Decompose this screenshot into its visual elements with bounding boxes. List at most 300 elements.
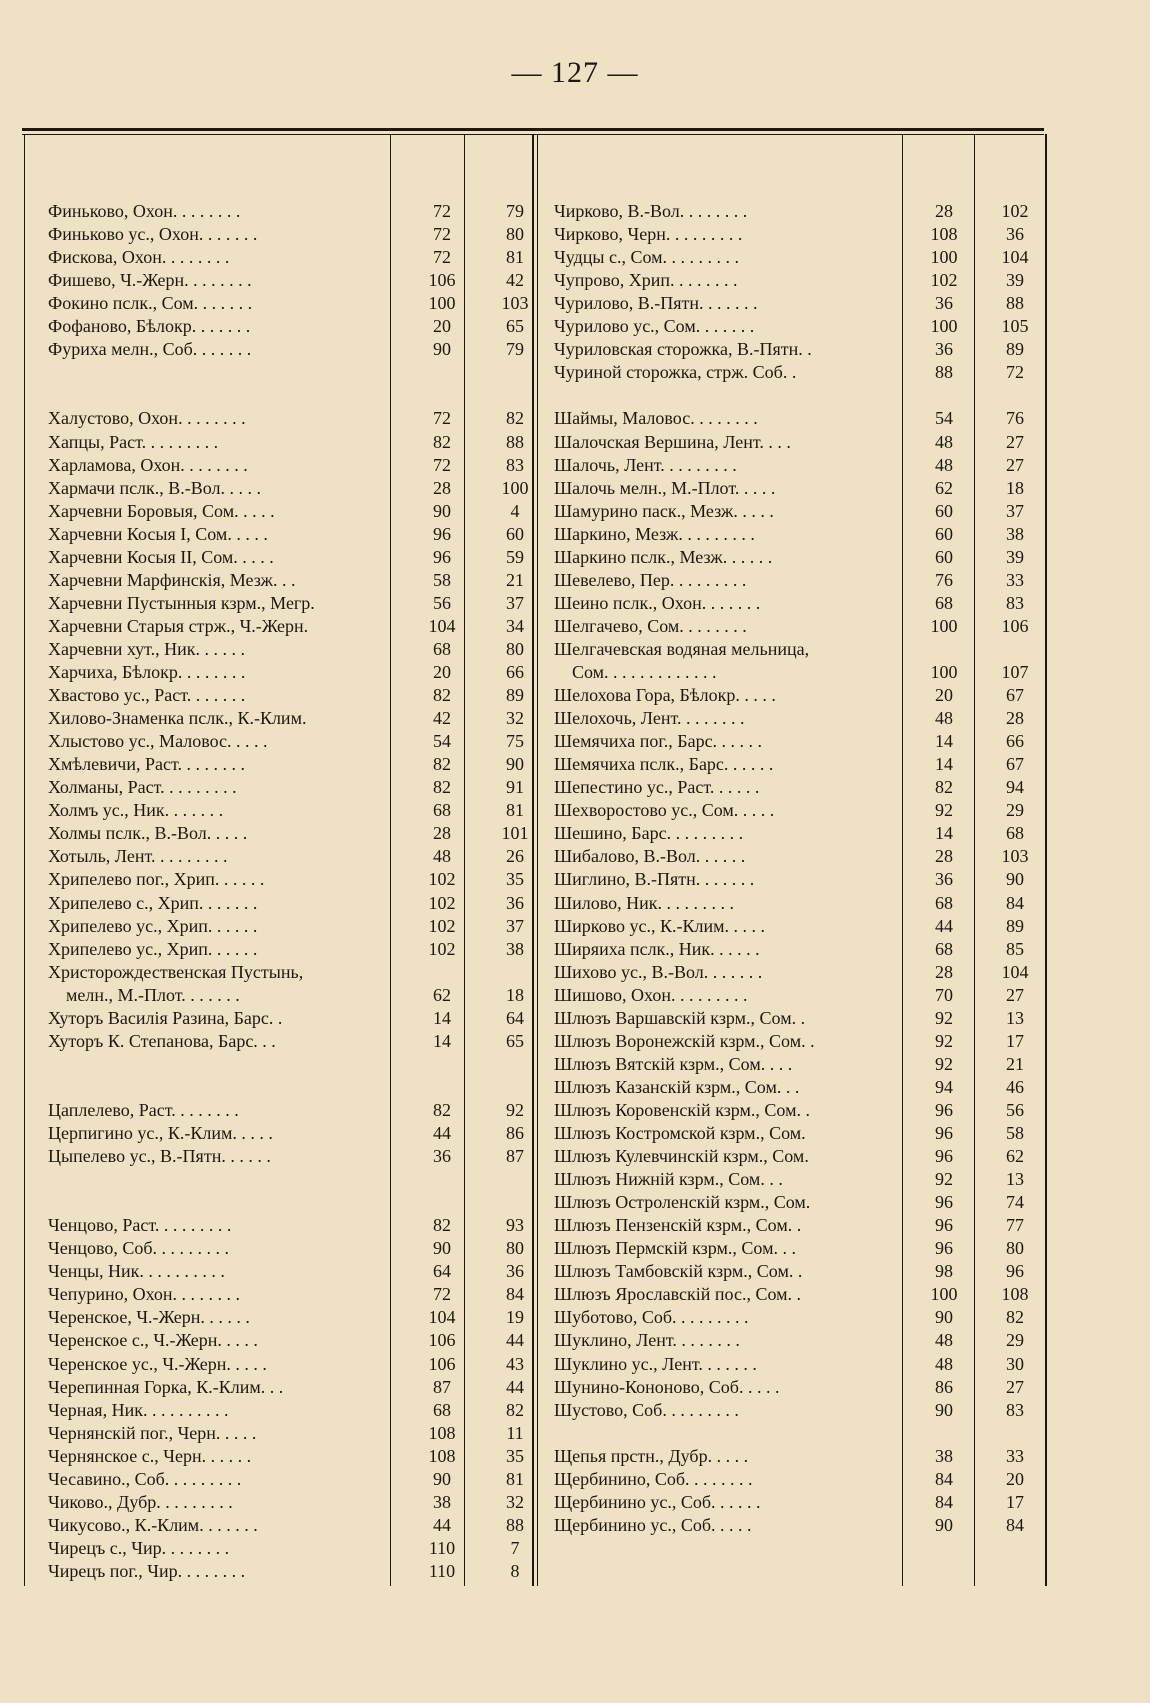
index-row xyxy=(48,1560,538,1583)
place-name: Хотыль, Лент. . . . . . . . . xyxy=(48,846,228,867)
index-row xyxy=(48,1237,538,1260)
entry-number: 103 xyxy=(501,293,529,314)
map-sheet-number: 102 xyxy=(428,915,456,936)
place-name: Харчевни Пустынныя кзрм., Мегр. xyxy=(48,592,315,613)
entry-number: 27 xyxy=(1006,984,1024,1005)
index-row xyxy=(554,1214,1044,1237)
entry-number: 108 xyxy=(1001,1284,1029,1305)
map-sheet-number: 14 xyxy=(433,1030,451,1051)
index-row xyxy=(48,246,538,269)
map-sheet-number: 100 xyxy=(428,293,456,314)
entry-number: 87 xyxy=(506,1146,524,1167)
entry-number: 102 xyxy=(1001,201,1029,221)
entry-number: 36 xyxy=(506,892,524,913)
left-border-rule xyxy=(24,134,25,1586)
index-row xyxy=(48,1122,538,1145)
entry-number: 46 xyxy=(1006,1076,1024,1097)
entry-number: 8 xyxy=(510,1560,520,1581)
entry-number: 20 xyxy=(1006,1468,1024,1489)
index-row xyxy=(554,431,1044,454)
entry-number: 100 xyxy=(501,477,529,498)
index-row xyxy=(48,1329,538,1352)
map-sheet-number: 14 xyxy=(935,731,953,752)
place-name: Холмъ ус., Ник. . . . . . . xyxy=(48,800,224,821)
place-name: Харчевни Старыя стрж., Ч.-Жерн. xyxy=(48,615,309,636)
entry-number: 37 xyxy=(1006,500,1024,521)
place-name: Цыпелево ус., В.-Пятн. . . . . . xyxy=(48,1146,271,1167)
entry-number: 60 xyxy=(506,523,524,544)
entry-number: 79 xyxy=(506,339,524,360)
entry-number: 7 xyxy=(510,1537,520,1558)
index-row xyxy=(48,638,538,661)
entry-number: 74 xyxy=(1006,1192,1024,1213)
map-sheet-number: 68 xyxy=(433,800,451,821)
entry-number: 86 xyxy=(506,1123,524,1143)
entry-number: 92 xyxy=(506,1099,524,1120)
map-sheet-number: 68 xyxy=(935,892,953,913)
map-sheet-number: 36 xyxy=(935,869,953,890)
entry-number: 82 xyxy=(506,408,524,429)
map-sheet-number: 90 xyxy=(433,1468,451,1489)
index-row xyxy=(48,661,538,684)
index-row xyxy=(554,915,1044,938)
place-name: Чирецъ с., Чир. . . . . . . . xyxy=(48,1537,230,1558)
entry-number: 35 xyxy=(506,869,524,890)
index-row xyxy=(554,868,1044,891)
map-sheet-number: 58 xyxy=(433,569,451,590)
place-name: Харчевни хут., Ник. . . . . . xyxy=(48,638,246,659)
place-name: Фискова, Охон. . . . . . . . xyxy=(48,247,230,268)
place-name: Харчевни Косыя II, Сом. . . . . xyxy=(48,546,274,567)
place-name: Чернянскій пог., Черн. . . . . xyxy=(48,1422,257,1443)
map-sheet-number: 72 xyxy=(433,408,451,429)
map-sheet-number: 108 xyxy=(930,224,958,245)
place-name: Холманы, Раст. . . . . . . . . xyxy=(48,777,237,798)
entry-number: 66 xyxy=(506,662,524,682)
entry-number: 33 xyxy=(1006,1445,1024,1466)
place-name: Харламова, Охон. . . . . . . . xyxy=(48,454,248,475)
right-border-rule xyxy=(1045,134,1047,1586)
map-sheet-number: 100 xyxy=(930,615,958,636)
map-sheet-number: 96 xyxy=(935,1099,953,1120)
entry-number: 66 xyxy=(1006,731,1024,752)
place-name: Хрипелево с., Хрип. . . . . . . xyxy=(48,892,258,913)
entry-number: 36 xyxy=(1006,224,1024,245)
index-row xyxy=(554,1399,1044,1422)
map-sheet-number: 90 xyxy=(935,1399,953,1420)
index-row xyxy=(554,961,1044,984)
index-row xyxy=(554,1030,1044,1053)
map-sheet-number: 44 xyxy=(433,1123,451,1143)
entry-number: 21 xyxy=(506,569,524,590)
map-sheet-number: 62 xyxy=(433,984,451,1005)
index-row xyxy=(554,1376,1044,1399)
index-row xyxy=(554,799,1044,822)
place-name: Щепья прстн., Дубр. . . . . xyxy=(554,1445,749,1466)
index-row xyxy=(554,569,1044,592)
index-row xyxy=(554,1468,1044,1491)
index-row xyxy=(48,730,538,753)
index-row xyxy=(48,1306,538,1329)
index-row xyxy=(48,776,538,799)
index-row xyxy=(554,707,1044,730)
map-sheet-number: 90 xyxy=(433,1238,451,1259)
map-sheet-number: 72 xyxy=(433,247,451,268)
map-sheet-number: 82 xyxy=(433,1215,451,1236)
index-row xyxy=(48,1376,538,1399)
place-name: Харчевни Косыя I, Сом. . . . . xyxy=(48,523,268,544)
entry-number: 105 xyxy=(1001,316,1029,337)
place-name: Цаплелево, Раст. . . . . . . . xyxy=(48,1099,239,1120)
entry-number: 106 xyxy=(1001,615,1029,636)
map-sheet-number: 48 xyxy=(433,846,451,867)
place-name: Ширково ус., К.-Клим. . . . . xyxy=(554,915,765,936)
map-sheet-number: 102 xyxy=(428,869,456,890)
entry-number: 27 xyxy=(1006,1376,1024,1397)
map-sheet-number: 44 xyxy=(935,915,953,936)
entry-number: 89 xyxy=(1006,915,1024,936)
index-row xyxy=(554,892,1044,915)
map-sheet-number: 96 xyxy=(935,1192,953,1213)
entry-number: 65 xyxy=(506,1030,524,1051)
map-sheet-number: 82 xyxy=(433,777,451,798)
entry-number: 81 xyxy=(506,1468,524,1489)
index-row xyxy=(554,661,1044,684)
place-name: Шлюзъ Вятскій кзрм., Сом. . . . xyxy=(554,1053,793,1074)
map-sheet-number: 28 xyxy=(935,961,953,982)
entry-number: 38 xyxy=(506,938,524,959)
index-row xyxy=(554,500,1044,523)
index-row xyxy=(48,1399,538,1422)
index-row xyxy=(554,269,1044,292)
entry-number: 26 xyxy=(506,846,524,867)
index-row xyxy=(48,684,538,707)
index-row xyxy=(554,361,1044,384)
place-name: Черная, Ник. . . . . . . . . . xyxy=(48,1399,229,1420)
place-name: Чуриловская сторожка, В.-Пятн. . xyxy=(554,339,812,360)
entry-number: 58 xyxy=(1006,1123,1024,1143)
entry-number: 4 xyxy=(510,500,520,521)
entry-number: 67 xyxy=(1006,685,1024,706)
map-sheet-number: 84 xyxy=(935,1491,953,1512)
index-row xyxy=(48,1260,538,1283)
entry-number: 29 xyxy=(1006,1330,1024,1351)
index-row xyxy=(554,1053,1044,1076)
entry-number: 75 xyxy=(506,731,524,752)
map-sheet-number: 102 xyxy=(930,270,958,291)
map-sheet-number: 20 xyxy=(433,662,451,682)
place-name: Чудцы с., Сом. . . . . . . . . xyxy=(554,247,739,268)
index-row xyxy=(48,615,538,638)
place-name: Шалочь, Лент. . . . . . . . . xyxy=(554,454,737,475)
map-sheet-number: 54 xyxy=(935,408,953,429)
index-row xyxy=(48,431,538,454)
place-name: Шелгачево, Сом. . . . . . . . xyxy=(554,615,747,636)
map-sheet-number: 96 xyxy=(433,546,451,567)
entry-number: 27 xyxy=(1006,431,1024,452)
place-name: Шиглино, В.-Пятн. . . . . . . xyxy=(554,869,755,890)
entry-number: 81 xyxy=(506,247,524,268)
place-name: Шепестино ус., Раст. . . . . . xyxy=(554,777,760,798)
map-sheet-number: 106 xyxy=(428,1353,456,1374)
index-row xyxy=(554,384,1044,407)
entry-number: 91 xyxy=(506,777,524,798)
index-row xyxy=(48,1422,538,1445)
index-row xyxy=(48,315,538,338)
place-name: Чуриной сторожка, стрж. Соб. . xyxy=(554,362,797,383)
entry-number: 11 xyxy=(506,1422,524,1443)
index-row xyxy=(554,753,1044,776)
place-name: Чурилово, В.-Пятн. . . . . . . xyxy=(554,293,758,314)
entry-number: 77 xyxy=(1006,1215,1024,1236)
entry-number: 84 xyxy=(506,1284,524,1305)
entry-number: 83 xyxy=(1006,1399,1024,1420)
index-row xyxy=(48,984,538,1007)
index-row xyxy=(48,1468,538,1491)
index-row xyxy=(48,845,538,868)
index-row xyxy=(554,615,1044,638)
place-name: Шехворостово ус., Сом. . . . . xyxy=(554,800,775,821)
map-sheet-number: 36 xyxy=(433,1146,451,1167)
index-row xyxy=(48,546,538,569)
place-name: Чикусово., К.-Клим. . . . . . . xyxy=(48,1514,258,1535)
entry-number: 94 xyxy=(1006,777,1024,798)
map-sheet-number: 104 xyxy=(428,1307,456,1328)
entry-number: 17 xyxy=(1006,1030,1024,1051)
place-name: Ченцово, Соб. . . . . . . . . xyxy=(48,1238,229,1259)
entry-number: 67 xyxy=(1006,754,1024,775)
map-sheet-number: 72 xyxy=(433,201,451,221)
index-row xyxy=(554,1191,1044,1214)
index-row xyxy=(48,915,538,938)
map-sheet-number: 92 xyxy=(935,1053,953,1074)
entry-number: 44 xyxy=(506,1376,524,1397)
place-name: Шлюзъ Варшавскій кзрм., Сом. . xyxy=(554,1007,806,1028)
entry-number: 88 xyxy=(506,1514,524,1535)
map-sheet-number: 82 xyxy=(935,777,953,798)
index-row xyxy=(554,477,1044,500)
place-name: Черенское ус., Ч.-Жерн. . . . . xyxy=(48,1353,267,1374)
place-name: Шлюзъ Пермскій кзрм., Сом. . . xyxy=(554,1238,796,1259)
map-sheet-number: 90 xyxy=(935,1307,953,1328)
entry-number: 83 xyxy=(506,454,524,475)
map-sheet-number: 90 xyxy=(433,500,451,521)
place-name: Халустово, Охон. . . . . . . . xyxy=(48,408,246,429)
place-name: Хапцы, Раст. . . . . . . . . xyxy=(48,431,219,452)
place-name: Чирково, Черн. . . . . . . . . xyxy=(554,224,743,245)
index-row xyxy=(554,938,1044,961)
place-name: Шамурино паск., Мезж. . . . . xyxy=(554,500,774,521)
place-name: Фишево, Ч.-Жерн. . . . . . . . xyxy=(48,270,252,291)
index-row xyxy=(554,776,1044,799)
index-row xyxy=(48,454,538,477)
place-name: Шемячиха пог., Барс. . . . . . xyxy=(554,731,763,752)
place-name: Шаркино, Мезж. . . . . . . . . xyxy=(554,523,755,544)
place-name: Шибалово, В.-Вол. . . . . . xyxy=(554,846,746,867)
index-row xyxy=(48,1491,538,1514)
place-name: Чупрово, Хрип. . . . . . . . xyxy=(554,270,738,291)
map-sheet-number: 54 xyxy=(433,731,451,752)
place-name: Ченцы, Ник. . . . . . . . . . xyxy=(48,1261,225,1282)
index-row xyxy=(48,1145,538,1168)
index-row xyxy=(48,1007,538,1030)
map-sheet-number: 60 xyxy=(935,546,953,567)
map-sheet-number: 68 xyxy=(433,1399,451,1420)
map-sheet-number: 92 xyxy=(935,1030,953,1051)
index-row xyxy=(554,1306,1044,1329)
place-name: Ченцово, Раст. . . . . . . . . xyxy=(48,1215,232,1236)
index-row xyxy=(48,592,538,615)
map-sheet-number: 106 xyxy=(428,270,456,291)
place-name: Харчиха, Бѣлокр. . . . . . . . xyxy=(48,662,246,682)
index-row xyxy=(554,546,1044,569)
map-sheet-number: 98 xyxy=(935,1261,953,1282)
entry-number: 27 xyxy=(1006,454,1024,475)
index-row xyxy=(554,1283,1044,1306)
place-name: Хмѣлевичи, Раст. . . . . . . . xyxy=(48,754,245,775)
entry-number: 32 xyxy=(506,1491,524,1512)
map-sheet-number: 48 xyxy=(935,431,953,452)
index-row xyxy=(554,292,1044,315)
index-row xyxy=(48,384,538,407)
map-sheet-number: 72 xyxy=(433,454,451,475)
index-row xyxy=(554,223,1044,246)
index-row xyxy=(48,1283,538,1306)
entry-number: 36 xyxy=(506,1261,524,1282)
map-sheet-number: 100 xyxy=(930,1284,958,1305)
place-name: Чирково, В.-Вол. . . . . . . . xyxy=(554,201,748,221)
map-sheet-number: 102 xyxy=(428,938,456,959)
map-sheet-number: 104 xyxy=(428,615,456,636)
map-sheet-number: 28 xyxy=(935,846,953,867)
index-row xyxy=(554,1076,1044,1099)
index-row xyxy=(48,223,538,246)
map-sheet-number: 36 xyxy=(935,293,953,314)
place-name: Хрипелево пог., Хрип. . . . . . xyxy=(48,869,265,890)
entry-number: 68 xyxy=(1006,823,1024,844)
place-name: Шемячиха пслк., Барс. . . . . . xyxy=(554,754,774,775)
map-sheet-number: 110 xyxy=(428,1560,456,1581)
place-name: Шуботово, Соб. . . . . . . . . xyxy=(554,1307,749,1328)
map-sheet-number: 90 xyxy=(433,339,451,360)
place-name: Шлюзъ Коровенскій кзрм., Сом. . xyxy=(554,1099,810,1120)
map-sheet-number: 14 xyxy=(935,823,953,844)
map-sheet-number: 92 xyxy=(935,800,953,821)
index-row xyxy=(48,569,538,592)
entry-number: 59 xyxy=(506,546,524,567)
index-row xyxy=(48,1214,538,1237)
map-sheet-number: 72 xyxy=(433,1284,451,1305)
index-row xyxy=(48,707,538,730)
place-name: Харчевни Боровыя, Сом. . . . . xyxy=(48,500,275,521)
index-row xyxy=(554,1353,1044,1376)
entry-number: 35 xyxy=(506,1445,524,1466)
place-name: Шлюзъ Казанскій кзрм., Сом. . . xyxy=(554,1076,800,1097)
entry-number: 39 xyxy=(1006,270,1024,291)
map-sheet-number: 64 xyxy=(433,1261,451,1282)
place-name: Черенское с., Ч.-Жерн. . . . . xyxy=(48,1330,258,1351)
place-name: Шлюзъ Пензенскій кзрм., Сом. . xyxy=(554,1215,802,1236)
index-row xyxy=(48,938,538,961)
entry-number: 29 xyxy=(1006,800,1024,821)
place-name: Шунино-Кононово, Соб. . . . . xyxy=(554,1376,780,1397)
entry-number: 19 xyxy=(506,1307,524,1328)
map-sheet-number: 68 xyxy=(935,592,953,613)
place-name: Хуторъ К. Степанова, Барс. . . xyxy=(48,1030,276,1051)
entry-number: 89 xyxy=(506,685,524,706)
entry-number: 18 xyxy=(1006,477,1024,498)
map-sheet-number: 106 xyxy=(428,1330,456,1351)
index-row xyxy=(48,407,538,430)
index-row xyxy=(48,868,538,891)
entry-number: 79 xyxy=(506,201,524,221)
map-sheet-number: 82 xyxy=(433,1099,451,1120)
map-sheet-number: 96 xyxy=(935,1238,953,1259)
entry-number: 56 xyxy=(1006,1099,1024,1120)
map-sheet-number: 76 xyxy=(935,569,953,590)
place-name: Шлюзъ Кулевчинскій кзрм., Сом. xyxy=(554,1146,809,1167)
entry-number: 89 xyxy=(1006,339,1024,360)
place-name: Щербинино ус., Соб. . . . . . xyxy=(554,1491,761,1512)
index-row xyxy=(48,1514,538,1537)
map-sheet-number: 110 xyxy=(428,1537,456,1558)
entry-number: 37 xyxy=(506,592,524,613)
index-row xyxy=(48,1168,538,1191)
index-row xyxy=(48,361,538,384)
entry-number: 13 xyxy=(1006,1007,1024,1028)
map-sheet-number: 28 xyxy=(433,477,451,498)
map-sheet-number: 68 xyxy=(935,938,953,959)
place-name: Чурилово ус., Сом. . . . . . . xyxy=(554,316,755,337)
place-name: Шуклино ус., Лент. . . . . . . xyxy=(554,1353,757,1374)
place-name: Фокино пслк., Сом. . . . . . . xyxy=(48,293,253,314)
index-row xyxy=(554,1122,1044,1145)
entry-number: 44 xyxy=(506,1330,524,1351)
entry-number: 62 xyxy=(1006,1146,1024,1167)
place-name: Шлюзъ Воронежскій кзрм., Сом. . xyxy=(554,1030,815,1051)
entry-number: 18 xyxy=(506,984,524,1005)
place-name: Шелгачевская водяная мельница, xyxy=(554,638,810,659)
index-row xyxy=(48,523,538,546)
map-sheet-number: 42 xyxy=(433,708,451,729)
index-row xyxy=(554,845,1044,868)
place-name: Шалочь мелн., М.-Плот. . . . . xyxy=(554,477,776,498)
map-sheet-number: 96 xyxy=(935,1215,953,1236)
index-row xyxy=(554,315,1044,338)
entry-number: 81 xyxy=(506,800,524,821)
index-row xyxy=(554,638,1044,661)
map-sheet-number: 28 xyxy=(433,823,451,844)
map-sheet-number: 88 xyxy=(935,362,953,383)
index-row xyxy=(554,822,1044,845)
place-name: Хрипелево ус., Хрип. . . . . . xyxy=(48,938,258,959)
index-row xyxy=(554,1445,1044,1468)
place-name: Шлюзъ Тамбовскій кзрм., Сом. . xyxy=(554,1261,803,1282)
entry-number: 96 xyxy=(1006,1261,1024,1282)
entry-number: 83 xyxy=(1006,592,1024,613)
map-sheet-number: 100 xyxy=(930,662,958,682)
index-row xyxy=(554,407,1044,430)
place-name: Шлюзъ Ярославскій пос., Сом. . xyxy=(554,1284,801,1305)
entry-number: 80 xyxy=(506,1238,524,1259)
index-row xyxy=(48,1445,538,1468)
place-name: Черенское, Ч.-Жерн. . . . . . xyxy=(48,1307,250,1328)
map-sheet-number: 92 xyxy=(935,1007,953,1028)
index-row xyxy=(48,1053,538,1076)
place-name: Шелохова Гора, Бѣлокр. . . . . xyxy=(554,685,776,706)
map-sheet-number: 100 xyxy=(930,316,958,337)
entry-number: 30 xyxy=(1006,1353,1024,1374)
